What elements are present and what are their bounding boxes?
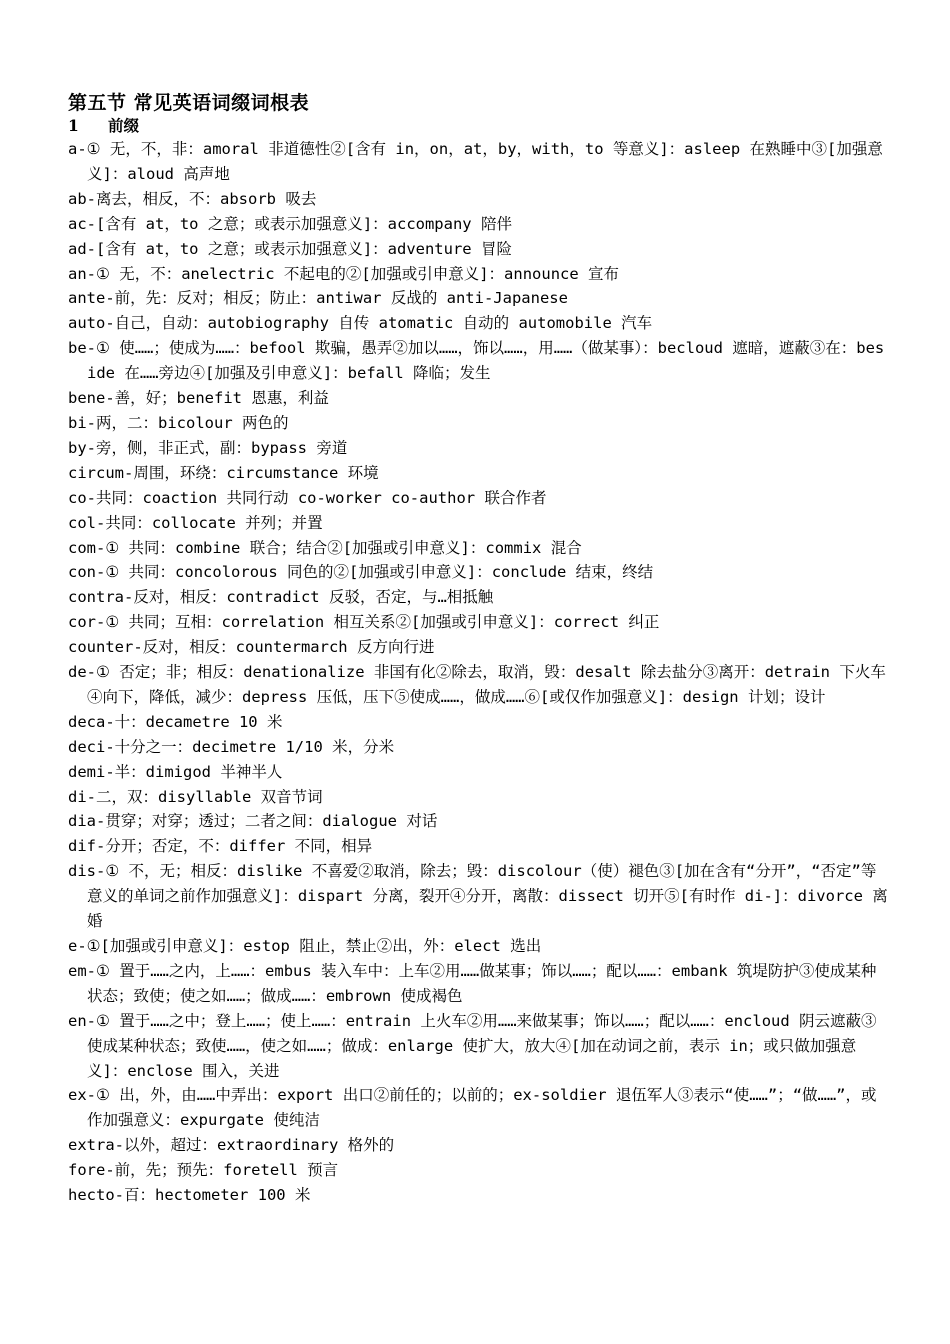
prefix-entry: auto-自己，自动：autobiography 自传 atomatic 自动的 automobile 汽车 [68, 314, 653, 333]
prefix-entry: cor-① 共同；互相：correlation 相互关系②[加强或引申意义]：correct 纠正 [68, 613, 660, 632]
prefix-entry: bene-善，好；benefit 恩惠，利益 [68, 389, 329, 408]
page-title: 第五节 常见英语词缀词根表 [68, 92, 310, 114]
prefix-entry: bi-两，二：bicolour 两色的 [68, 413, 289, 432]
prefix-entry: co-共同：coaction 共同行动 co-worker co-author 联合作者 [68, 488, 547, 507]
prefix-entry: ab-离去，相反，不：absorb 吸去 [68, 189, 317, 208]
prefix-entry: dif-分开；否定，不：differ 不同，相异 [68, 837, 373, 856]
prefix-entry: ac-[含有 at，to 之意；或表示加强意义]：accompany 陪伴 [68, 214, 512, 233]
prefix-entry: hecto-百：hectometer 100 米 [68, 1186, 311, 1205]
prefix-entry: com-① 共同：combine 联合；结合②[加强或引申意义]：commix 混合 [68, 538, 582, 557]
prefix-entry: circum-周围，环绕：circumstance 环境 [68, 463, 379, 482]
prefix-entry: em-① 置于……之内，上……：embus 装入车中：上车②用……做某事；饰以……；配以……：embank 筑堤防护③使成某种状态；致使；使之如……；做成……：embrown 使成褐色 [68, 961, 877, 1005]
prefix-entry: deca-十：decametre 10 米 [68, 712, 283, 731]
prefix-entry: dis-① 不，无；相反：dislike 不喜爱②取消，除去；毁：discolour（使）褪色③[加在含有“分开”，“否定”等意义的单词之前作加强意义]：dispart 分离，裂开④分开，离散：dissect 切开⑤[有时作 di-]：divorce 离婚 [68, 862, 888, 931]
prefix-entry: fore-前，先；预先：foretell 预言 [68, 1161, 339, 1180]
prefix-entry: a-① 无，不，非：amoral 非道德性②[含有 in，on，at，by，with，to 等意义]：asleep 在熟睡中③[加强意义]：aloud 高声地 [68, 140, 883, 183]
prefix-entry: dia-贯穿；对穿；透过；二者之间：dialogue 对话 [68, 812, 438, 831]
section-heading [68, 114, 139, 136]
prefix-entry: en-① 置于……之中；登上……；使上……：entrain 上火车②用……来做某事；饰以……；配以……：encloud 阴云遮蔽③使成某种状态；致使……，使之如……；做成：enlarge 使扩大，放大④[加在动词之前，表示 in；或只做加强意义]：enclose 围入，关进 [68, 1011, 877, 1080]
prefix-entry: be-① 使……；使成为……：befool 欺骗，愚弄②加以……，饰以……，用……（做某事）：becloud 遮暗，遮蔽③在：beside 在……旁边④[加强及引申意义]：befall 降临；发生 [68, 339, 885, 383]
prefix-entry: counter-反对，相反：countermarch 反方向行进 [68, 638, 435, 657]
prefix-entry: col-共同：collocate 并列；并置 [68, 513, 323, 532]
prefix-entry: e-①[加强或引申意义]：estop 阻止，禁止②出，外：elect 选出 [68, 937, 542, 955]
prefix-entry: deci-十分之一：decimetre 1/10 米，分米 [68, 737, 395, 756]
prefix-list [68, 137, 888, 1208]
prefix-entry: ante-前，先：反对；相反；防止：antiwar 反战的 anti-Japanese [68, 289, 568, 308]
section-number: 1 [68, 116, 79, 135]
prefix-entry: de-① 否定；非；相反：denationalize 非国有化②除去，取消，毁：desalt 除去盐分③离开：detrain 下火车④向下，降低，减少：depress 压低，压下⑤使成……，做成……⑥[或仅作加强意义]：design 计划；设计 [68, 663, 886, 706]
prefix-entry: extra-以外，超过：extraordinary 格外的 [68, 1136, 395, 1155]
prefix-entry: demi-半：dimigod 半神半人 [68, 762, 283, 781]
prefix-entry: contra-反对，相反：contradict 反驳，否定，与…相抵触 [68, 588, 494, 607]
prefix-entry: di-二，双：disyllable 双音节词 [68, 787, 323, 806]
prefix-entry: con-① 共同：concolorous 同色的②[加强或引申意义]：conclude 结束，终结 [68, 563, 654, 582]
prefix-entry: ex-① 出，外，由……中弄出：export 出口②前任的；以前的；ex-soldier 退伍军人③表示“使……”；“做……”，或作加强意义：expurgate 使纯洁 [68, 1086, 877, 1130]
prefix-entry: by-旁，侧，非正式，副：bypass 旁道 [68, 438, 348, 457]
prefix-entry: ad-[含有 at，to 之意；或表示加强意义]：adventure 冒险 [68, 239, 512, 258]
prefix-entry: an-① 无，不：anelectric 不起电的②[加强或引申意义]：announce 宣布 [68, 264, 620, 283]
section-label: 前缀 [108, 116, 140, 135]
